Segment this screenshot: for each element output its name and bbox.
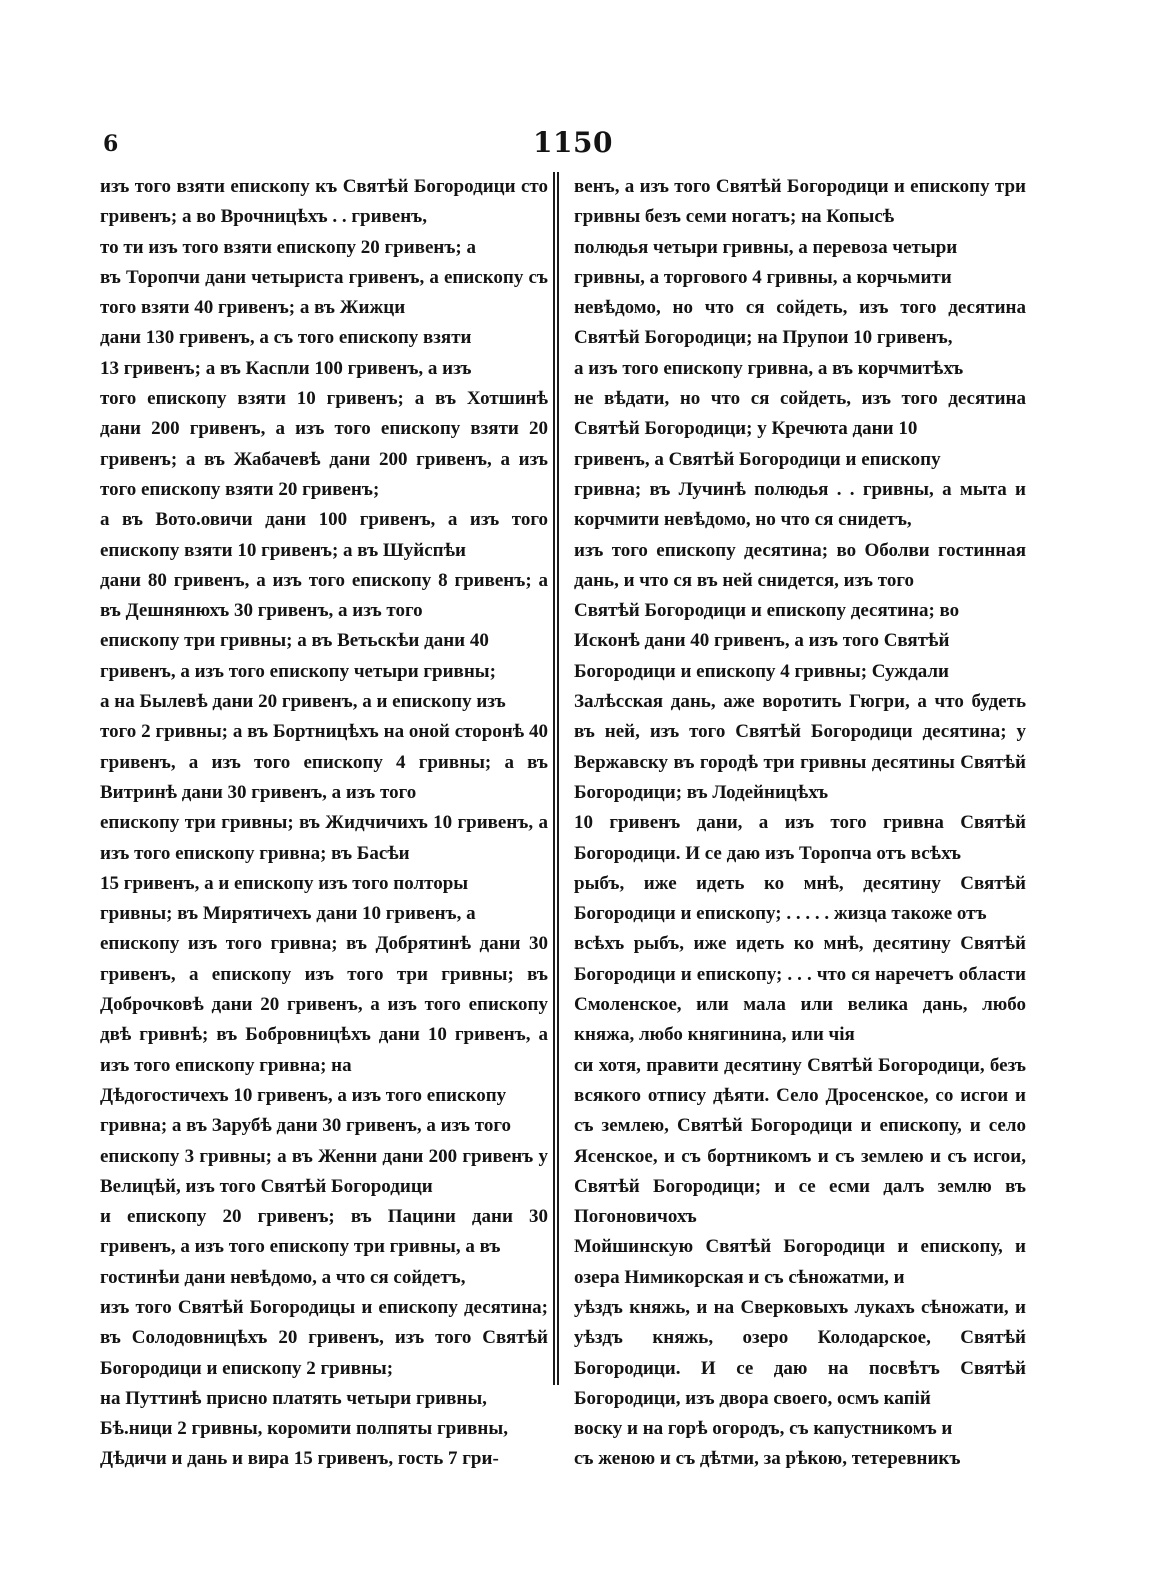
text-line: гостинѣи дани невѣдомо, а что ся сойдетъ, bbox=[100, 1266, 466, 1288]
text-line: Святѣй Богородици и епископу десятина; во bbox=[574, 600, 960, 622]
text-line: уѣздъ княжь, и на Сверковыхъ лукахъ сѣножати, и уѣздъ княжь, озеро Колодарское, Святѣй Богородици. И се даю на посвѣтъ Святѣй Богородици, изъ двора своего, осмъ капій bbox=[574, 1296, 1026, 1409]
text-line: то ти изъ того взяти епископу 20 гривенъ; а bbox=[100, 236, 476, 258]
text-line: Мойшинскую Святѣй Богородици и епископу, и озера Нимикорская и съ сѣножатми, и bbox=[574, 1236, 1026, 1288]
text-line: дани 130 гривенъ, а съ того епископу взяти bbox=[100, 327, 472, 349]
text-line: гривны, а торгового 4 гривны, а корчьмити bbox=[574, 266, 952, 288]
text-line: 10 гривенъ дани, а изъ того гривна Святѣй Богородици. И се даю изъ Торопча отъ всѣхъ bbox=[574, 812, 1026, 864]
left-text-column bbox=[100, 172, 548, 1475]
text-line: 13 гривенъ; а въ Каспли 100 гривенъ, а изъ bbox=[100, 357, 472, 379]
text-line: того 2 гривны; а въ Бортницѣхъ на оной сторонѣ 40 гривенъ, а изъ того епископу 4 гривны; а въ Витринѣ дани 30 гривенъ, а изъ того bbox=[100, 721, 548, 803]
text-line: въ Торопчи дани четыриста гривенъ, а епископу съ того взяти 40 гривенъ; а въ Жижци bbox=[100, 266, 548, 319]
text-line: гривенъ, а изъ того епископу четыри гривны; bbox=[100, 660, 496, 682]
text-line: венъ, а изъ того Святѣй Богородици и епископу три гривны безъ семи ногатъ; на Копысѣ bbox=[574, 176, 1026, 228]
text-line: воску и на горѣ огородъ, съ капустникомъ и bbox=[574, 1418, 953, 1440]
text-line: а на Былевѣ дани 20 гривенъ, а и епископу изъ bbox=[100, 691, 506, 713]
page-number: 6 bbox=[103, 131, 119, 157]
text-line: епископу три гривны; въ Жидчичихъ 10 гривенъ, а изъ того епископу гривна; въ Басѣи bbox=[100, 812, 548, 864]
text-line: изъ того епископу десятина; во Оболви гостинная дань, и что ся въ ней снидется, изъ того bbox=[574, 539, 1026, 591]
text-line: дани 80 гривенъ, а изъ того епископу 8 гривенъ; а въ Дешнянюхъ 30 гривенъ, а изъ того bbox=[100, 569, 548, 622]
text-line: 15 гривенъ, а и епископу изъ того полторы bbox=[100, 872, 469, 894]
text-line: изъ того взяти епископу къ Святѣй Богородици сто гривенъ; а во Врочницѣхъ . . гривенъ, bbox=[100, 176, 548, 228]
text-line: на Путтинѣ присно платять четыри гривны, bbox=[100, 1387, 487, 1409]
text-line: Дѣдичи и дань и вира 15 гривенъ, гость 7 гри- bbox=[100, 1448, 499, 1470]
text-line: Дѣдогостичехъ 10 гривенъ, а изъ того епископу bbox=[100, 1084, 507, 1106]
text-line: Бѣ.ници 2 гривны, коромити полпяты гривны, bbox=[100, 1418, 508, 1440]
text-line: си хотя, правити десятину Святѣй Богородици, безъ всякого отпису дѣяти. Село Дросенское, со исгои и съ землею, Святѣй Богородици и епископу, и село Ясенское, и съ бортникомъ и съ землею и съ исгои, Святѣй Богородици; и се есми далъ землю въ Погоновичохъ bbox=[574, 1054, 1026, 1228]
text-line: епископу три гривны; а въ Ветьскѣи дани 40 bbox=[100, 630, 489, 652]
text-line: изъ того Святѣй Богородицы и епископу десятина; въ Солодовницѣхъ 20 гривенъ, изъ того Святѣй Богородици и епископу 2 гривны; bbox=[100, 1296, 548, 1379]
text-line: рыбъ, иже идеть ко мнѣ, десятину Святѣй Богородици и епископу; . . . . . жизца такоже отъ bbox=[574, 872, 1026, 925]
text-line: епископу 3 гривны; а въ Женни дани 200 гривенъ у Велицѣй, изъ того Святѣй Богородици bbox=[100, 1145, 548, 1197]
text-line: Исконѣ дани 40 гривенъ, а изъ того Святѣй bbox=[574, 630, 950, 652]
text-line: всѣхъ рыбъ, иже идеть ко мнѣ, десятину Святѣй Богородици и епископу; . . . что ся наречетъ области Смоленское, или мала или велика дань, любо княжа, любо княгинина, или чiя bbox=[574, 933, 1026, 1046]
page-year-heading: 1150 bbox=[533, 126, 613, 159]
text-line: а въ Вото.овичи дани 100 гривенъ, а изъ того епископу взяти 10 гривенъ; а въ Шуйспѣи bbox=[100, 509, 548, 561]
text-line: гривенъ, а Святѣй Богородици и епископу bbox=[574, 448, 941, 470]
text-line: Залѣсская дань, аже воротить Гюгри, а что будеть въ ней, изъ того Святѣй Богородици десятина; у Вержавску въ городѣ три гривны десятины Святѣй Богородици; въ Лодейницѣхъ bbox=[574, 691, 1026, 803]
text-line: а изъ того епископу гривна, а въ корчмитѣхъ bbox=[574, 357, 964, 379]
text-line: не вѣдати, но что ся сойдеть, изъ того десятина Святѣй Богородици; у Кречюта дани 10 bbox=[574, 388, 1026, 440]
text-line: полюдья четыри гривны, а перевоза четыри bbox=[574, 236, 958, 258]
text-line: Богородици и епископу 4 гривны; Суждали bbox=[574, 660, 949, 682]
column-divider bbox=[553, 172, 559, 1385]
text-line: и епископу 20 гривенъ; въ Пацини дани 30 гривенъ, а изъ того епископу три гривны, а въ bbox=[100, 1206, 548, 1258]
text-line: съ женою и съ дѣтми, за рѣкою, тетеревникъ bbox=[574, 1448, 961, 1470]
text-line: гривна; въ Лучинѣ полюдья . . гривны, а мыта и корчмити невѣдомо, но что ся снидетъ, bbox=[574, 478, 1026, 531]
text-line: епископу изъ того гривна; въ Добрятинѣ дани 30 гривенъ, а епископу изъ того три гривны; въ Доброчковѣ дани 20 гривенъ, а изъ того епископу двѣ гривнѣ; въ Бобровницѣхъ дани 10 гривенъ, а изъ того епископу гривна; на bbox=[100, 933, 548, 1076]
text-line: гривны; въ Мирятичехъ дани 10 гривенъ, а bbox=[100, 903, 476, 925]
text-line: невѣдомо, но что ся сойдеть, изъ того десятина Святѣй Богородици; на Прупои 10 гривенъ, bbox=[574, 297, 1026, 349]
text-line: гривна; а въ Зарубѣ дани 30 гривенъ, а изъ того bbox=[100, 1115, 511, 1137]
right-text-column bbox=[574, 172, 1026, 1475]
text-line: того епископу взяти 10 гривенъ; а въ Хотшинѣ дани 200 гривенъ, а изъ того епископу взяти 20 гривенъ; а въ Жабачевѣ дани 200 гривенъ, а изъ того епископу взяти 20 гривенъ; bbox=[100, 388, 548, 500]
